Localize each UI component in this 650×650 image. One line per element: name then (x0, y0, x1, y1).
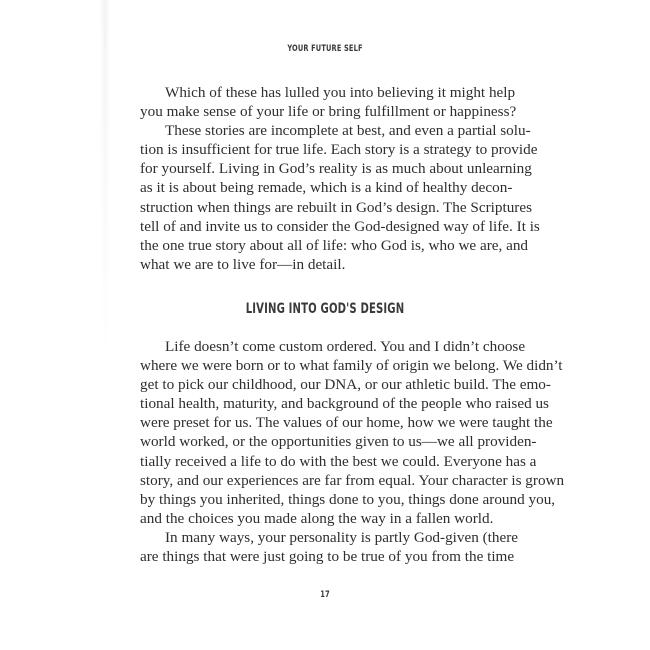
text-line: you make sense of your life or bring fulfillment or happiness? (140, 103, 517, 121)
body-text-before-heading (140, 83, 540, 274)
text-line: tion is insufficient for true life. Each story is a strategy to provide (140, 141, 538, 159)
text-line: Which of these has lulled you into believing it might help (165, 84, 516, 101)
paragraph (140, 528, 519, 566)
text-line: the one true story about all of life: who God is, who we are, and (140, 236, 529, 254)
text-line: and the choices you made along the way in a fallen world. (140, 509, 494, 527)
text-line: get to pick our childhood, our DNA, or our athletic build. The emo- (140, 376, 551, 394)
text-line: In many ways, your personality is partly God-given (there (165, 528, 519, 546)
text-line: where we were born or to what family of origin we belong. We didn’t (140, 357, 563, 375)
text-line: story, and our experiences are far from equal. Your character is grown (140, 471, 565, 489)
body-text-after-heading (140, 337, 565, 566)
running-head: YOUR FUTURE SELF (287, 44, 363, 54)
section-heading: LIVING INTO GOD'S DESIGN (245, 301, 405, 317)
text-line: struction when things are rebuilt in God’s design. The Scriptures (140, 198, 532, 216)
text-line: as it is about being remade, which is a kind of healthy decon- (140, 179, 513, 197)
text-line: are things that were just going to be true of you from the time (140, 548, 515, 566)
text-line: world worked, or the opportunities given to us—we all providen- (140, 433, 537, 451)
text-line: tional health, maturity, and background of the people who raised us (140, 395, 549, 413)
text-line: by things you inherited, things done to you, things done around you, (140, 490, 556, 508)
page-number: 17 (320, 590, 330, 600)
paragraph (140, 83, 517, 121)
text-line: These stories are incomplete at best, and even a partial solu- (165, 122, 531, 140)
paragraph (140, 337, 565, 528)
text-line: for yourself. Living in God’s reality is as much about unlearning (140, 160, 532, 178)
text-line: tially received a life to do with the best we could. Everyone has a (140, 452, 537, 470)
text-line: Life doesn’t come custom ordered. You and I didn’t choose (165, 338, 526, 355)
paragraph (140, 121, 540, 274)
text-line: what we are to live for—in detail. (140, 255, 346, 273)
text-line: were preset for us. The values of our home, how we were taught the (140, 414, 553, 432)
text-line: tell of and invite us to consider the God-designed way of life. It is (140, 217, 540, 235)
